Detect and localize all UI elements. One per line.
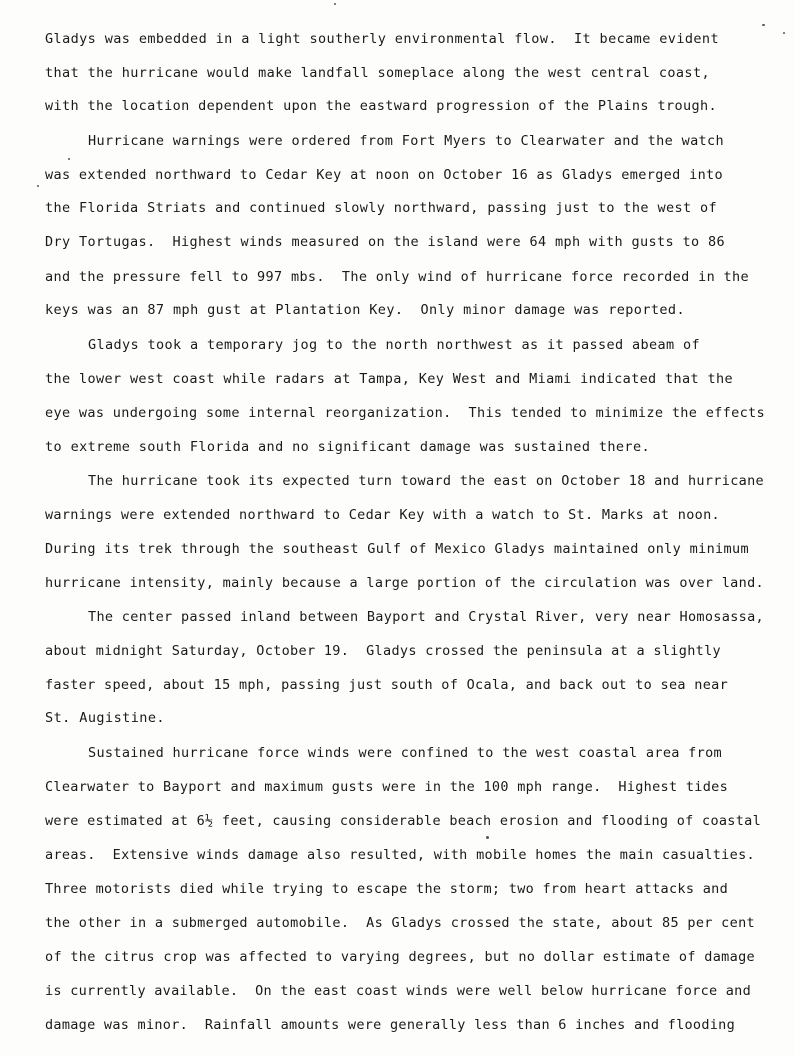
paper-speck	[37, 185, 39, 187]
text-line: Three motorists died while trying to escape the storm; two from heart attacks and	[45, 881, 728, 897]
text-line: of the citrus crop was affected to varying degrees, but no dollar estimate of damage	[45, 949, 755, 965]
text-line: The hurricane took its expected turn toward the east on October 18 and hurricane	[88, 473, 764, 489]
text-line: During its trek through the southeast Gulf of Mexico Gladys maintained only minimum	[45, 541, 749, 557]
paper-speck	[783, 32, 785, 34]
text-line: Sustained hurricane force winds were confined to the west coastal area from	[88, 745, 722, 761]
text-line: the other in a submerged automobile. As Gladys crossed the state, about 85 per cent	[45, 915, 755, 931]
paper-speck	[68, 158, 70, 160]
text-line: The center passed inland between Bayport and Crystal River, very near Homosassa,	[88, 609, 764, 625]
text-line: Clearwater to Bayport and maximum gusts were in the 100 mph range. Highest tides	[45, 779, 728, 795]
text-line: the lower west coast while radars at Tampa, Key West and Miami indicated that the	[45, 371, 733, 387]
paper-speck	[762, 24, 765, 26]
text-line: is currently available. On the east coast winds were well below hurricane force and	[45, 983, 751, 999]
text-line: to extreme south Florida and no significant damage was sustained there.	[45, 439, 650, 455]
text-line: with the location dependent upon the eastward progression of the Plains trough.	[45, 98, 717, 114]
text-line: about midnight Saturday, October 19. Gladys crossed the peninsula at a slightly	[45, 643, 721, 659]
paper-speck	[334, 3, 336, 5]
text-line: that the hurricane would make landfall someplace along the west central coast,	[45, 65, 710, 81]
text-line: was extended northward to Cedar Key at noon on October 16 as Gladys emerged into	[45, 167, 723, 183]
text-line: Hurricane warnings were ordered from Fort Myers to Clearwater and the watch	[88, 133, 724, 149]
text-line: keys was an 87 mph gust at Plantation Key. Only minor damage was reported.	[45, 302, 685, 318]
text-line: and the pressure fell to 997 mbs. The only wind of hurricane force recorded in the	[45, 269, 749, 285]
text-line: faster speed, about 15 mph, passing just south of Ocala, and back out to sea near	[45, 677, 728, 693]
text-line: warnings were extended northward to Cedar Key with a watch to St. Marks at noon.	[45, 507, 720, 523]
text-line: Gladys was embedded in a light southerly environmental flow. It became evident	[45, 31, 719, 47]
text-line: Gladys took a temporary jog to the north northwest as it passed abeam of	[88, 337, 700, 353]
text-line: damage was minor. Rainfall amounts were generally less than 6 inches and flooding	[45, 1017, 735, 1033]
text-line: areas. Extensive winds damage also resulted, with mobile homes the main casualties.	[45, 847, 755, 863]
text-line: St. Augistine.	[45, 710, 165, 726]
text-line: were estimated at 6½ feet, causing considerable beach erosion and flooding of coastal	[45, 813, 761, 829]
text-line: eye was undergoing some internal reorganization. This tended to minimize the effects	[45, 405, 765, 421]
text-line: hurricane intensity, mainly because a large portion of the circulation was over land.	[45, 575, 764, 591]
text-line: Dry Tortugas. Highest winds measured on the island were 64 mph with gusts to 86	[45, 234, 725, 250]
paper-speck	[486, 836, 489, 839]
text-line: the Florida Striats and continued slowly northward, passing just to the west of	[45, 200, 717, 216]
